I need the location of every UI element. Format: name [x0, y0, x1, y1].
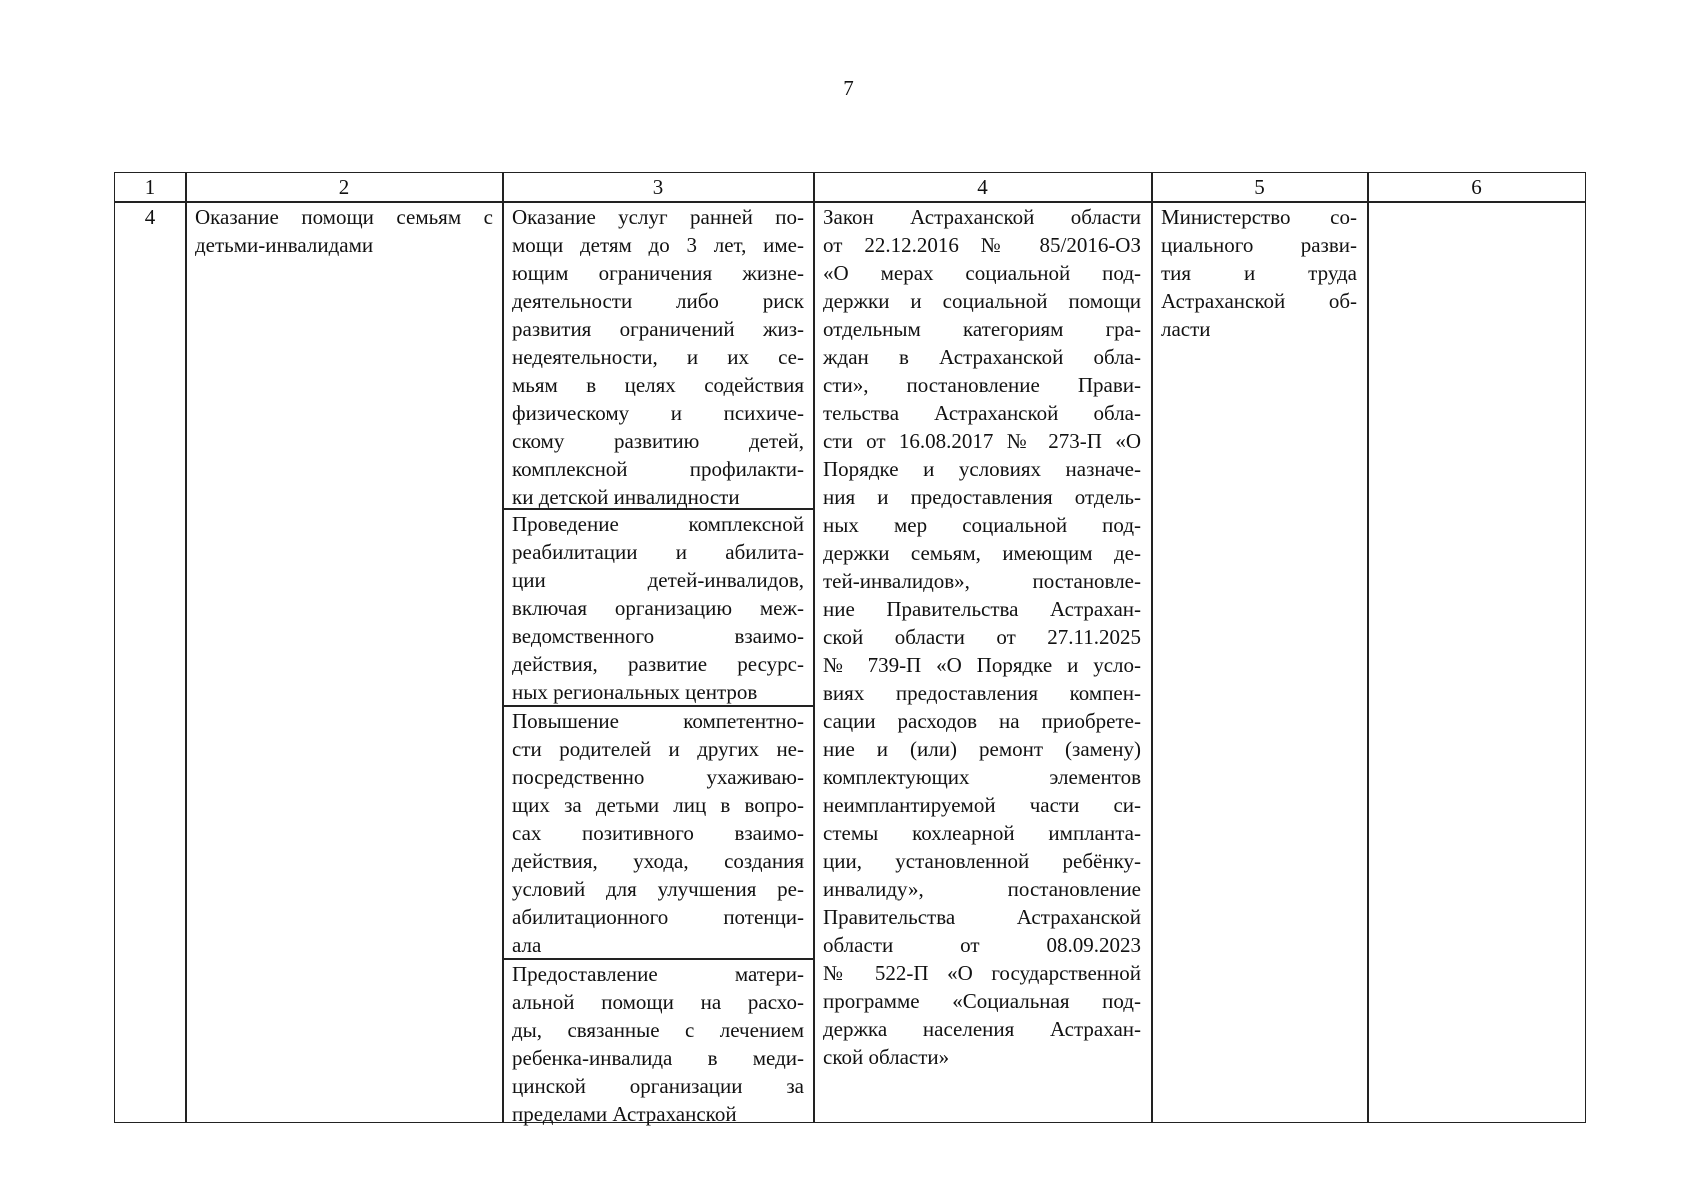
text-line: ния и предоставления отдель-	[823, 485, 1141, 509]
row-number: 4	[144, 205, 156, 229]
text-line: ние и (или) ремонт (замену)	[823, 737, 1141, 761]
text-line: сти от 16.08.2017 № 273-П «О	[823, 429, 1141, 453]
activity-cell-rehabilitation	[512, 510, 804, 706]
text-line: недеятельности, и их се-	[512, 345, 804, 369]
text-line: инвалиду», постановление	[823, 877, 1141, 901]
text-line: Предоставление матери-	[512, 962, 804, 986]
text-line: деятельности либо риск	[512, 289, 804, 313]
text-line: тия и труда	[1161, 261, 1357, 285]
text-line: комплексной профилакти-	[512, 457, 804, 481]
text-line: детьми-инвалидами	[195, 233, 374, 257]
text-line: ала	[512, 933, 542, 957]
text-line: ждан в Астраханской обла-	[823, 345, 1141, 369]
text-line: физическому и психиче-	[512, 401, 804, 425]
text-line: комплектующих элементов	[823, 765, 1141, 789]
text-line: абилитационного потенци-	[512, 905, 804, 929]
text-line: ции, установленной ребёнку-	[823, 849, 1141, 873]
text-line: держки и социальной помощи	[823, 289, 1141, 313]
text-line: сах позитивного взаимо-	[512, 821, 804, 845]
text-line: Закон Астраханской области	[823, 205, 1141, 229]
legal-basis-cell	[823, 203, 1141, 1071]
text-line: скому развитию детей,	[512, 429, 804, 453]
text-line: Проведение комплексной	[512, 512, 804, 536]
text-line: ды, связанные с лечением	[512, 1018, 804, 1042]
column-divider	[1367, 173, 1369, 1122]
text-line: ции детей-инвалидов,	[512, 568, 804, 592]
header-cell-2: 2	[338, 175, 350, 199]
text-line: ных мер социальной под-	[823, 513, 1141, 537]
activity-cell-parent-competence	[512, 707, 804, 959]
text-line: альной помощи на расхо-	[512, 990, 804, 1014]
text-line: стемы кохлеарной импланта-	[823, 821, 1141, 845]
text-line: Правительства Астраханской	[823, 905, 1141, 929]
header-cell-5: 5	[1254, 175, 1265, 199]
text-line: ведомственного взаимо-	[512, 624, 804, 648]
text-line: включая организацию меж-	[512, 596, 804, 620]
text-line: тей-инвалидов», постановле-	[823, 569, 1141, 593]
text-line: действия, развитие ресурс-	[512, 652, 804, 676]
text-line: реабилитации и абилита-	[512, 540, 804, 564]
text-line: держка населения Астрахан-	[823, 1017, 1141, 1041]
header-cell-3: 3	[652, 175, 664, 199]
text-line: сации расходов на приобрете-	[823, 709, 1141, 733]
column-divider	[502, 173, 504, 1122]
text-line: циального разви-	[1161, 233, 1357, 257]
text-line: № 739-П «О Порядке и усло-	[823, 653, 1141, 677]
text-line: мощи детям до 3 лет, име-	[512, 233, 804, 257]
text-line: Астраханской об-	[1161, 289, 1357, 313]
text-line: тельства Астраханской обла-	[823, 401, 1141, 425]
text-line: Повышение компетентно-	[512, 709, 804, 733]
column-divider	[813, 173, 815, 1122]
text-line: посредственно ухаживаю-	[512, 765, 804, 789]
text-line: ки детской инвалидности	[512, 485, 740, 509]
data-table	[114, 172, 1586, 1126]
text-line: условий для улучшения ре-	[512, 877, 804, 901]
text-line: ской области»	[823, 1045, 950, 1069]
header-cell-4: 4	[977, 175, 988, 199]
text-line: области от 08.09.2023	[823, 933, 1141, 957]
text-line: действия, ухода, создания	[512, 849, 804, 873]
text-line: отдельным категориям гра-	[823, 317, 1141, 341]
activity-cell-material-aid	[512, 960, 804, 1128]
text-line: виях предоставления компен-	[823, 681, 1141, 705]
column-divider	[1151, 173, 1153, 1122]
text-line: ской области от 27.11.2025	[823, 625, 1141, 649]
text-line: мьям в целях содействия	[512, 373, 804, 397]
text-line: «О мерах социальной под-	[823, 261, 1141, 285]
text-line: ющим ограничения жизне-	[512, 261, 804, 285]
text-line: ние Правительства Астрахан-	[823, 597, 1141, 621]
text-line: № 522-П «О государственной	[823, 961, 1141, 985]
text-line: от 22.12.2016 № 85/2016-ОЗ	[823, 233, 1141, 257]
text-line: Министерство со-	[1161, 205, 1357, 229]
text-line: сти родителей и других не-	[512, 737, 804, 761]
responsible-body-cell	[1161, 203, 1357, 343]
text-line: развития ограничений жиз-	[512, 317, 804, 341]
text-line: ных региональных центров	[512, 680, 758, 704]
text-line: сти», постановление Прави-	[823, 373, 1141, 397]
header-cell-1: 1	[144, 175, 156, 199]
text-line: пределами Астраханской	[512, 1102, 737, 1126]
measure-name-cell	[195, 203, 493, 259]
page-number: 7	[843, 76, 854, 100]
text-line: щих за детьми лиц в вопро-	[512, 793, 804, 817]
text-line: неимплантируемой части си-	[823, 793, 1141, 817]
header-cell-6: 6	[1471, 175, 1482, 199]
text-line: Порядке и условиях назначе-	[823, 457, 1141, 481]
activity-cell-early-help	[512, 203, 804, 511]
text-line: Оказание помощи семьям с	[195, 205, 493, 229]
text-line: программе «Социальная под-	[823, 989, 1141, 1013]
text-line: ласти	[1161, 317, 1211, 341]
text-line: цинской организации за	[512, 1074, 804, 1098]
text-line: Оказание услуг ранней по-	[512, 205, 804, 229]
text-line: ребенка-инвалида в меди-	[512, 1046, 804, 1070]
text-line: держки семьям, имеющим де-	[823, 541, 1141, 565]
column-divider	[185, 173, 187, 1122]
